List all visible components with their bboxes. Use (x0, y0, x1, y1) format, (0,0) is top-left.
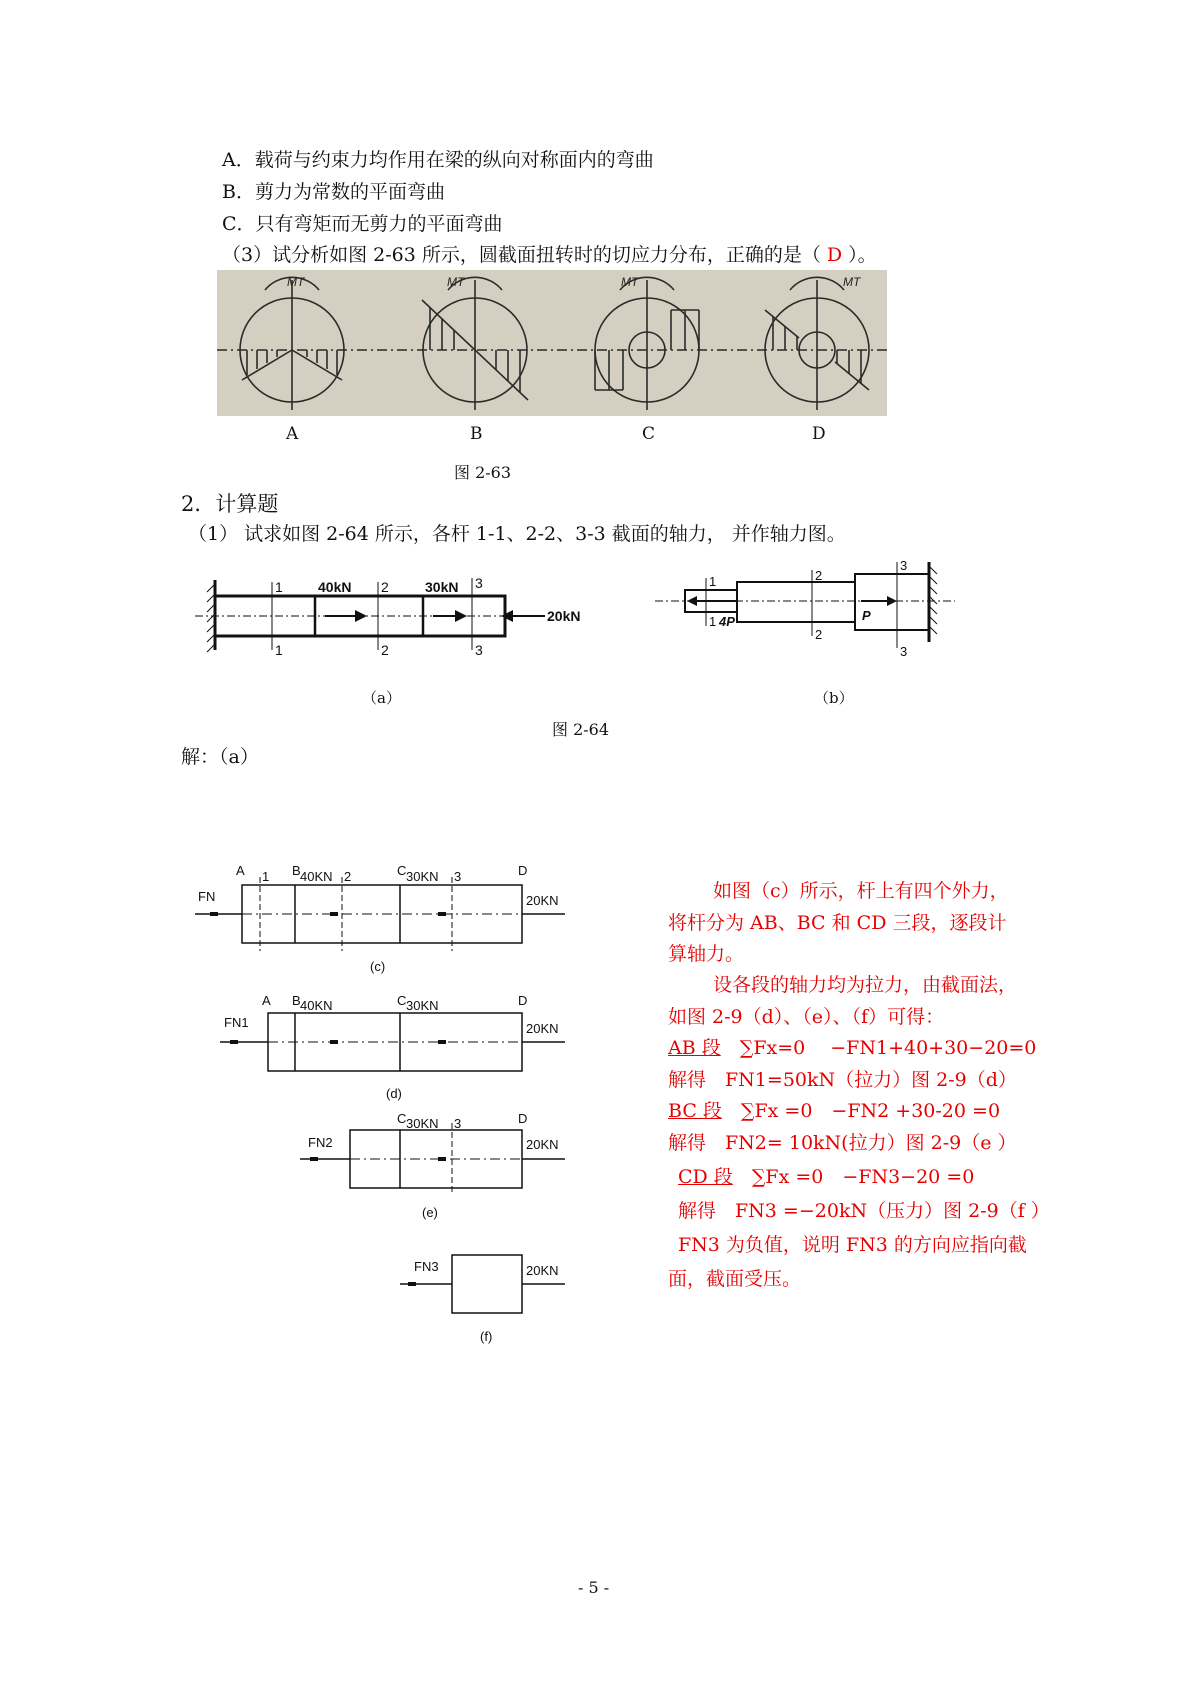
sketch-d-d: D (518, 993, 528, 1008)
sketch-c-c: C (397, 863, 407, 878)
bc-segment-label: BC 段 (668, 1100, 722, 1122)
load-40kn: 40kN (318, 579, 352, 595)
load-30kn: 30kN (425, 579, 459, 595)
ab-segment-line (668, 1036, 1036, 1060)
sketch-e-30kn: 30KN (406, 1116, 439, 1131)
b-section-1-bottom: 1 (709, 614, 717, 629)
sketch-f-caption: (f) (480, 1329, 493, 1344)
question-3-text: （3）试分析如图 2-63 所示，圆截面扭转时的切应力分布，正确的是（ (222, 244, 827, 266)
section-1-top: 1 (275, 579, 283, 595)
section-title: 2．计算题 (181, 492, 279, 516)
section-2-top: 2 (381, 579, 389, 595)
b-section-3-top: 3 (900, 558, 908, 573)
choice-c: C．只有弯矩而无剪力的平面弯曲 (222, 213, 503, 235)
b-section-2-top: 2 (815, 568, 823, 583)
section-1-bottom: 1 (275, 642, 283, 658)
figure-2-63-caption: 图 2-63 (454, 463, 512, 482)
question-3 (222, 243, 877, 267)
option-label-d: D (812, 424, 826, 444)
load-p: P (862, 608, 871, 623)
figure-2-64-caption: 图 2-64 (552, 720, 610, 739)
section-2-bottom: 2 (381, 642, 389, 658)
section-3-top: 3 (475, 575, 483, 591)
figure-2-64a-caption: （a） (362, 689, 401, 707)
load-20kn: 20kN (547, 608, 581, 624)
torque-label-a: MT (287, 275, 305, 289)
torque-label-b: MT (447, 275, 465, 289)
option-label-c: C (642, 424, 656, 444)
bc-equation: ∑Fx =0 −FN2 +30-20 =0 (740, 1100, 1001, 1122)
sketch-c-fn: FN (198, 889, 216, 904)
cd-result: 解得 FN3 =−20kN（压力）图 2-9（f ） (678, 1200, 1050, 1222)
figure-2-63-photo (217, 270, 887, 416)
figure-2-64a (195, 570, 605, 660)
sketch-d-c: C (397, 993, 407, 1008)
page-number: - 5 - (578, 1578, 610, 1597)
sketch-e-fn2: FN2 (308, 1135, 333, 1150)
choice-b: B．剪力为常数的平面弯曲 (222, 181, 445, 203)
sketch-c-40kn: 40KN (300, 869, 333, 884)
ab-equation: ∑Fx=0 −FN1+40+30−20=0 (739, 1037, 1037, 1059)
question-3-answer: D (826, 244, 843, 266)
sketch-e-20kn: 20KN (526, 1137, 559, 1152)
bc-segment-line (668, 1099, 1000, 1123)
ab-segment-label: AB 段 (668, 1037, 721, 1059)
sketch-c-s1: 1 (262, 869, 270, 884)
sketch-d-30kn: 30KN (406, 998, 439, 1013)
explain-line-1: 如图（c）所示，杆上有四个外力， (713, 880, 1009, 902)
choice-a: A．载荷与约束力均作用在梁的纵向对称面内的弯曲 (222, 149, 654, 171)
question-3-close: ）。 (842, 244, 877, 266)
sketch-c-caption: (c) (370, 959, 386, 974)
sketch-e-d: D (518, 1111, 528, 1126)
figure-2-64b-caption: （b） (814, 689, 854, 707)
sketch-c-s3: 3 (454, 869, 462, 884)
sketch-d-a: A (262, 993, 271, 1008)
explain-note-2: 面，截面受压。 (668, 1268, 802, 1290)
explain-line-3: 算轴力。 (668, 943, 745, 965)
ab-result: 解得 FN1=50kN（拉力）图 2-9（d） (668, 1069, 1017, 1091)
section-3-bottom: 3 (475, 642, 483, 658)
b-section-3-bottom: 3 (900, 644, 908, 659)
free-body-sketches (190, 855, 590, 1355)
torque-label-c: MT (621, 275, 639, 289)
explain-line-4: 设各段的轴力均为拉力，由截面法， (713, 974, 1018, 996)
sketch-c-b: B (292, 863, 301, 878)
explain-line-2: 将杆分为 AB、BC 和 CD 三段，逐段计 (668, 912, 1007, 934)
sketch-c-20kn: 20KN (526, 893, 559, 908)
b-section-1-top: 1 (709, 574, 717, 589)
sketch-e-caption: (e) (422, 1205, 438, 1220)
sketch-d-b: B (292, 993, 301, 1008)
sketch-e-c: C (397, 1111, 407, 1126)
sketch-d-20kn: 20KN (526, 1021, 559, 1036)
option-label-a: A (286, 424, 299, 444)
sketch-c-s2: 2 (344, 869, 352, 884)
torque-label-d: MT (843, 275, 861, 289)
option-label-b: B (470, 424, 483, 444)
problem-1: （1） 试求如图 2-64 所示，各杆 1-1、2-2、3-3 截面的轴力， 并作轴力图。 (188, 523, 846, 545)
sketch-c-a: A (236, 863, 245, 878)
cd-segment-label: CD 段 (678, 1166, 733, 1188)
explain-note-1: FN3 为负值，说明 FN3 的方向应指向截 (678, 1234, 1027, 1256)
figure-2-64b (655, 556, 965, 666)
b-section-2-bottom: 2 (815, 627, 823, 642)
sketch-d-fn1: FN1 (224, 1015, 249, 1030)
torsion-diagrams (217, 270, 887, 416)
cd-segment-line (678, 1165, 974, 1189)
sketch-c-d: D (518, 863, 528, 878)
solution-label: 解：（a） (181, 746, 259, 768)
explain-line-5: 如图 2-9（d）、（e）、（f）可得： (668, 1006, 945, 1028)
sketch-d-caption: (d) (386, 1086, 402, 1101)
load-4p: 4P (719, 614, 735, 629)
sketch-f-20kn: 20KN (526, 1263, 559, 1278)
bc-result: 解得 FN2= 10kN(拉力）图 2-9（e ） (668, 1132, 1017, 1154)
sketch-d-40kn: 40KN (300, 998, 333, 1013)
sketch-f-fn3: FN3 (414, 1259, 439, 1274)
cd-equation: ∑Fx =0 −FN3−20 =0 (751, 1166, 975, 1188)
sketch-c-30kn: 30KN (406, 869, 439, 884)
sketch-e-s3: 3 (454, 1116, 462, 1131)
